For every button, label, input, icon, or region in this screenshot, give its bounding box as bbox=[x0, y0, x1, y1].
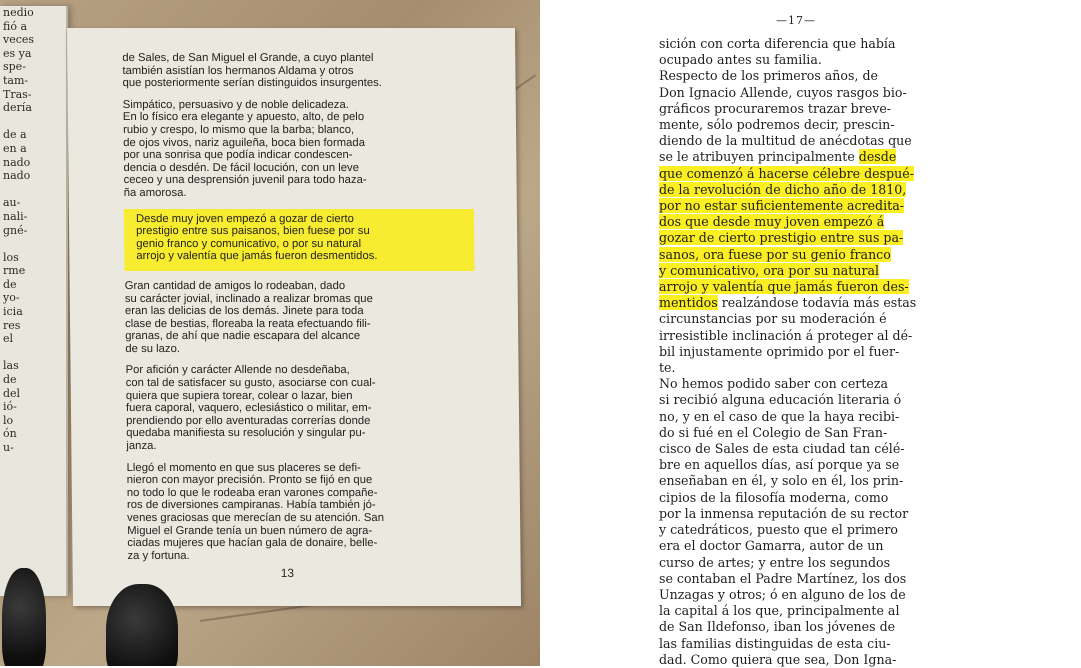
scan-line bbox=[659, 311, 919, 327]
scan-line bbox=[659, 360, 919, 376]
paragraph-line: prendiendo por ello aventuradas correrías donde bbox=[126, 414, 371, 427]
previous-page-line: de a bbox=[3, 128, 27, 142]
scan-page-text bbox=[659, 36, 919, 668]
previous-page-line: en a bbox=[3, 141, 27, 155]
paragraph bbox=[125, 280, 476, 356]
paragraph-line: Miguel el Grande tenía un buen número de agra- bbox=[127, 524, 373, 537]
scan-text-segment: sición con corta diferencia que había bbox=[659, 36, 896, 51]
book-page-text bbox=[122, 52, 477, 571]
scan-text-segment: realzándose todavía más estas bbox=[717, 295, 917, 311]
scan-text-segment: la capital á los que, principalmente al bbox=[659, 603, 900, 619]
paragraph bbox=[125, 364, 476, 452]
previous-page-line: fió a bbox=[3, 19, 28, 33]
previous-page-line bbox=[3, 237, 63, 251]
paragraph-line: que posteriormente serían distinguidos insurgentes. bbox=[122, 77, 382, 90]
scan-line bbox=[659, 538, 919, 554]
paragraph bbox=[123, 99, 474, 200]
paragraph-line: de Sales, de San Miguel el Grande, a cuyo plantel bbox=[122, 52, 374, 64]
scan-line bbox=[659, 52, 919, 68]
paragraph-line: rubio y crespo, lo mismo que la barba; blanco, bbox=[122, 123, 355, 136]
paragraph-line: janza. bbox=[126, 440, 157, 453]
previous-page-line bbox=[3, 183, 63, 197]
scan-text-segment: no, y en el caso de que la haya recibi- bbox=[659, 408, 900, 424]
previous-page-line: nali- bbox=[3, 209, 28, 223]
paragraph-line: quedaba manifiesta su resolución y singular pu- bbox=[126, 427, 366, 440]
previous-page-line: de bbox=[3, 373, 17, 387]
scan-text-segment: las familias distinguidas de esta ciu- bbox=[659, 635, 891, 651]
highlighted-text: sanos, ora fuese por su genio franco bbox=[659, 246, 891, 262]
scan-text-segment: de San Ildefonso, iban los jóvenes de bbox=[659, 619, 896, 635]
previous-page-line: de bbox=[3, 277, 17, 291]
previous-page-line: u- bbox=[3, 441, 14, 454]
paragraph-line: con tal de satisfacer su gusto, asociarse con cual- bbox=[125, 377, 376, 390]
scan-line bbox=[659, 263, 919, 279]
scan-line bbox=[659, 328, 919, 344]
previous-page-line: yo- bbox=[3, 291, 20, 305]
scan-text-segment: ocupado antes su familia. bbox=[659, 52, 822, 68]
scan-line bbox=[659, 68, 919, 84]
paragraph-line: ña amorosa. bbox=[123, 186, 187, 199]
scan-text-segment: curso de artes; y entre los segundos bbox=[659, 554, 891, 570]
scan-text-segment: mente, sólo podremos decir, prescin- bbox=[659, 117, 895, 133]
paragraph-line: fuera caporal, vaquero, eclesiástico o militar, em- bbox=[125, 402, 372, 415]
scan-line bbox=[659, 425, 919, 441]
scan-line bbox=[659, 636, 919, 652]
previous-page-line: veces bbox=[3, 33, 35, 47]
scan-line bbox=[659, 149, 919, 165]
paragraph-line: eran las delicias de los demás. Jinete para toda bbox=[124, 305, 364, 318]
scan-line bbox=[659, 101, 919, 117]
scan-line bbox=[659, 344, 919, 360]
scan-line bbox=[659, 603, 919, 619]
highlighted-text: que comenzó á hacerse célebre despué- bbox=[659, 165, 914, 181]
previous-page-line: lo bbox=[3, 413, 14, 427]
paragraph-line: por una sonrisa que podía indicar condescen- bbox=[123, 149, 353, 162]
scan-line bbox=[659, 85, 919, 101]
previous-page-line: nedio bbox=[3, 6, 34, 19]
paragraph-line: prestigio entre sus paisanos, bien fuese por su bbox=[136, 225, 370, 238]
scan-text-segment: bre en aquellos días, así porque ya se bbox=[659, 457, 900, 473]
previous-page-line: nado bbox=[3, 155, 31, 169]
highlighted-text: gozar de cierto prestigio entre sus pa- bbox=[659, 230, 904, 246]
paragraph-line: genio franco y comunicativo, o por su natural bbox=[136, 237, 362, 250]
scan-text-segment: No hemos podido saber con certeza bbox=[659, 376, 888, 392]
highlighted-text: de la revolución de dicho año de 1810, bbox=[659, 181, 907, 197]
highlighted-text: por no estar suficientemente acredita- bbox=[659, 198, 904, 214]
paragraph-line: dencia o desdén. De fácil locución, con un leve bbox=[123, 161, 360, 174]
scan-line bbox=[659, 166, 919, 182]
scan-text-segment: irresistible inclinación á proteger al dé- bbox=[659, 327, 913, 343]
scan-line bbox=[659, 198, 919, 214]
scan-line bbox=[659, 117, 919, 133]
scan-text-segment: si recibió alguna educación literaria ó bbox=[659, 392, 902, 408]
scan-line bbox=[659, 36, 919, 52]
previous-page-line: del bbox=[3, 386, 21, 400]
highlighted-text: mentidos bbox=[659, 295, 718, 311]
scan-line bbox=[659, 133, 919, 149]
previous-page-line: las bbox=[3, 359, 19, 373]
paragraph-line: no todo lo que le rodeaba eran varones compañe- bbox=[126, 486, 378, 499]
paragraph-line: de ojos vivos, nariz aguileña, boca bien formada bbox=[123, 136, 366, 149]
book-photo bbox=[0, 0, 540, 666]
scan-line bbox=[659, 279, 919, 295]
paragraph-line: ceceo y una desprensión juvenil para todo haza- bbox=[123, 174, 367, 187]
scan-text-segment: por la inmensa reputación de su rector bbox=[659, 505, 909, 521]
scan-line bbox=[659, 182, 919, 198]
scan-text-segment: enseñaban en él, y solo en él, los prin- bbox=[659, 473, 904, 489]
scan-text-segment: circunstancias por su moderación é bbox=[659, 311, 887, 327]
scan-text-segment: cipios de la filosofía moderna, como bbox=[659, 489, 889, 505]
scan-line bbox=[659, 295, 919, 311]
scan-text-segment: Unzagas y otros; ó en alguno de los de bbox=[659, 586, 906, 602]
scan-line bbox=[659, 619, 919, 635]
previous-page-line: icia bbox=[3, 305, 23, 319]
previous-page-line: spe- bbox=[3, 60, 26, 74]
scan-line bbox=[659, 392, 919, 408]
paragraph-line: Gran cantidad de amigos lo rodeaban, dado bbox=[124, 279, 346, 292]
previous-page-line: ón bbox=[3, 427, 17, 441]
book-page bbox=[67, 28, 521, 606]
scan-line bbox=[659, 490, 919, 506]
paragraph-line: venes graciosas que merecían de su atención. San bbox=[127, 512, 385, 524]
scan-text-segment: bil injustamente oprimido por el fuer- bbox=[659, 343, 900, 359]
scan-page-number: —17— bbox=[776, 14, 816, 27]
scan-text-segment: cisco de Sales de esta ciudad tan célé- bbox=[659, 441, 905, 457]
scan-text-segment: gráficos procuraremos trazar breve- bbox=[659, 100, 892, 116]
paragraph bbox=[127, 462, 478, 563]
scan-text-segment: diendo de la multitud de anécdotas que bbox=[659, 133, 912, 149]
highlighted-text: desde bbox=[858, 149, 897, 165]
scan-text-segment: Respecto de los primeros años, de bbox=[659, 68, 878, 84]
previous-page-line: los bbox=[3, 250, 19, 264]
paragraph-line: su carácter jovial, inclinado a realizar bromas que bbox=[124, 292, 373, 305]
scan-text-segment: Don Ignacio Allende, cuyos rasgos bio- bbox=[659, 84, 907, 100]
previous-page-line: au- bbox=[3, 196, 21, 210]
paragraph-line: ciadas mujeres que hacían gala de donaire, belle- bbox=[127, 537, 378, 550]
scan-line bbox=[659, 587, 919, 603]
paragraph-line: Simpático, persuasivo y de noble delicadeza. bbox=[122, 98, 349, 111]
previous-page-line bbox=[3, 346, 63, 360]
scan-text-segment: se le atribuyen principalmente bbox=[659, 149, 859, 165]
finger bbox=[2, 568, 46, 666]
scan-text-segment: y catedráticos, puesto que el primero bbox=[659, 522, 898, 538]
scan-line bbox=[659, 555, 919, 571]
highlighted-text: dos que desde muy joven empezó á bbox=[659, 214, 885, 230]
scan-line bbox=[659, 571, 919, 587]
highlighted-text: y comunicativo, ora por su natural bbox=[659, 262, 880, 278]
scanned-page bbox=[540, 0, 1081, 666]
previous-page-line: rme bbox=[3, 264, 26, 278]
highlighted-paragraph bbox=[124, 209, 475, 271]
scan-text-segment: dad. Como quiera que sea, Don Igna- bbox=[659, 651, 897, 667]
book-page-number: 13 bbox=[280, 566, 295, 580]
scan-line bbox=[659, 230, 919, 246]
paragraph-line: también asistían los hermanos Aldama y otros bbox=[122, 64, 354, 77]
previous-page-line: tam- bbox=[3, 73, 29, 87]
previous-page-line bbox=[3, 115, 63, 129]
scan-text-segment: te. bbox=[659, 360, 676, 376]
scan-line bbox=[659, 376, 919, 392]
paragraph-line: arrojo y valentía que jamás fueron desmentidos. bbox=[136, 250, 378, 263]
highlighted-text: arrojo y valentía que jamás fueron des- bbox=[659, 279, 909, 295]
scan-text-segment: era el doctor Gamarra, autor de un bbox=[659, 538, 884, 554]
paragraph-line: de su lazo. bbox=[125, 342, 181, 355]
scan-line bbox=[659, 441, 919, 457]
previous-page-text bbox=[3, 6, 63, 455]
previous-page-line: Tras- bbox=[3, 87, 32, 101]
paragraph-line: ros de diversiones campiranas. Había también jó- bbox=[126, 499, 376, 512]
previous-page-line: gné- bbox=[3, 223, 28, 237]
finger bbox=[106, 584, 178, 666]
scan-line bbox=[659, 247, 919, 263]
paragraph bbox=[122, 52, 472, 90]
previous-page-line: ió- bbox=[3, 400, 17, 414]
previous-page-edge bbox=[0, 6, 68, 596]
scan-line bbox=[659, 652, 919, 668]
paragraph-line: granas, de ahí que nadie escapara del alcance bbox=[125, 330, 361, 343]
paragraph-line: quiera que supiera torear, colear o lazar, bien bbox=[125, 389, 353, 402]
paragraph-line: Por afición y carácter Allende no desdeñaba, bbox=[125, 364, 350, 377]
scan-line bbox=[659, 457, 919, 473]
paragraph-line: clase de bestias, floreaba la reata efectuando fili- bbox=[125, 317, 371, 330]
previous-page-line: el bbox=[3, 332, 14, 346]
scan-line bbox=[659, 409, 919, 425]
previous-page-line: es ya bbox=[3, 46, 32, 60]
paragraph-line: Desde muy joven empezó a gozar de cierto bbox=[135, 212, 354, 225]
scan-text-segment: do si fué en el Colegio de San Fran- bbox=[659, 424, 888, 440]
scan-line bbox=[659, 214, 919, 230]
scan-line bbox=[659, 506, 919, 522]
paragraph-line: za y fortuna. bbox=[127, 549, 190, 562]
scan-line bbox=[659, 473, 919, 489]
paragraph-line: Llegó el momento en que sus placeres se defi- bbox=[126, 461, 361, 474]
scan-text-segment: se contaban el Padre Martínez, los dos bbox=[659, 570, 907, 586]
scan-line bbox=[659, 522, 919, 538]
previous-page-line: res bbox=[3, 318, 21, 332]
paragraph-line: En lo físico era elegante y apuesto, alto, de pelo bbox=[122, 111, 365, 124]
previous-page-line: nado bbox=[3, 169, 31, 183]
paragraph-line: nieron con mayor precisión. Pronto se fijó en que bbox=[126, 474, 373, 487]
previous-page-line: dería bbox=[3, 101, 32, 115]
